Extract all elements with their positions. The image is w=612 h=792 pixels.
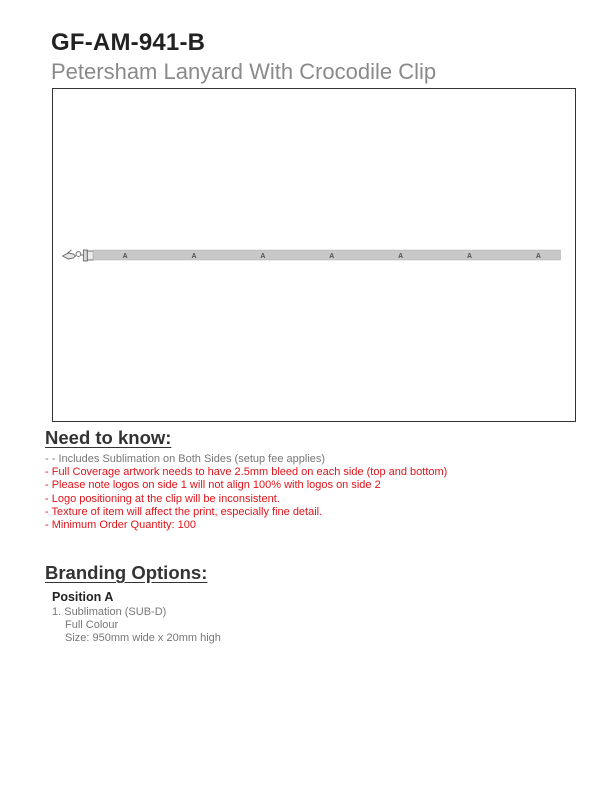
position-marker: A: [467, 252, 473, 260]
need-to-know-heading: Need to know:: [45, 427, 172, 448]
branding-details: [52, 606, 221, 646]
lanyard-strap: [93, 250, 560, 260]
branding-size: Size: 950mm wide x 20mm high: [65, 632, 221, 645]
note-item: - - Includes Sublimation on Both Sides (setup fee applies): [45, 453, 326, 465]
position-marker: A: [398, 252, 404, 260]
position-marker: A: [260, 252, 266, 260]
need-to-know-list: [45, 453, 447, 532]
note-item: - Minimum Order Quantity: 100: [45, 519, 196, 532]
position-marker: A: [191, 252, 197, 260]
product-code: GF-AM-941-B: [51, 29, 206, 56]
position-title: Position A: [52, 590, 114, 604]
position-marker: A: [329, 252, 335, 260]
note-item: - Please note logos on side 1 will not align 100% with logos on side 2: [45, 479, 381, 492]
position-marker: A: [535, 252, 541, 260]
note-item: - Texture of item will affect the print, especially fine detail.: [45, 505, 323, 518]
product-name: Petersham Lanyard With Crocodile Clip: [51, 59, 437, 84]
position-marker: A: [122, 252, 128, 260]
product-preview: [52, 88, 576, 422]
branding-method: 1. Sublimation (SUB-D): [52, 606, 167, 618]
note-item: - Full Coverage artwork needs to have 2.5mm bleed on each side (top and bottom): [45, 466, 448, 479]
note-item: - Logo positioning at the clip will be inconsistent.: [45, 492, 280, 505]
lanyard-illustration: [53, 89, 575, 421]
branding-colour: Full Colour: [65, 619, 119, 632]
branding-options-heading: Branding Options:: [45, 562, 208, 583]
crocodile-clip-icon: [63, 250, 94, 261]
